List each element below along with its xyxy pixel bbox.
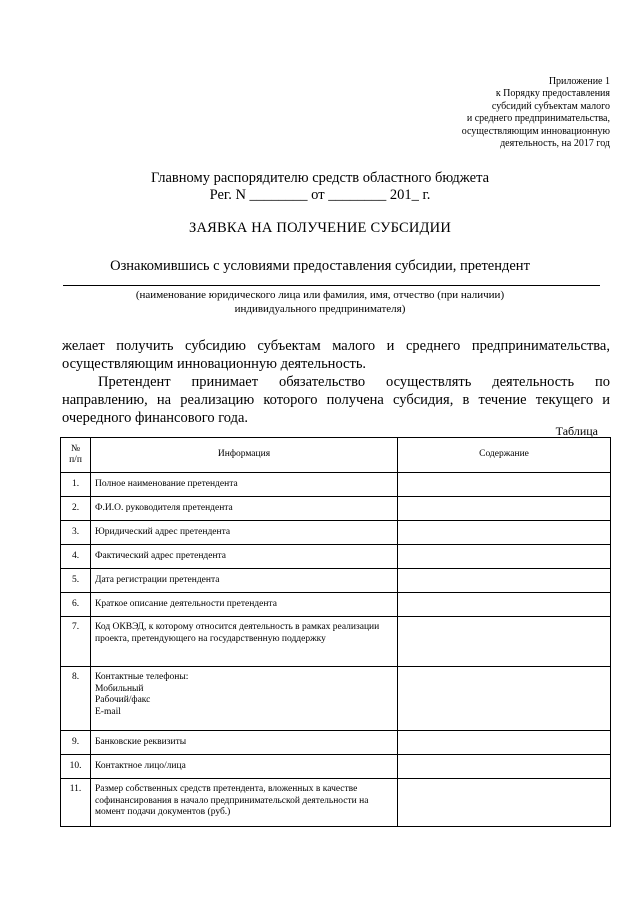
row-number: 8.: [61, 667, 91, 731]
applicant-name-fill-line[interactable]: [63, 285, 600, 286]
row-content-cell[interactable]: [398, 521, 611, 545]
row-number: 9.: [61, 731, 91, 755]
table-row: [61, 755, 611, 779]
header-number-line: п/п: [69, 455, 82, 465]
row-content-cell[interactable]: [398, 569, 611, 593]
addressee-line: Главному распорядителю средств областного бюджета: [150, 170, 490, 186]
table-row: [61, 593, 611, 617]
table-row: [61, 569, 611, 593]
row-info: Код ОКВЭД, к которому относится деятельность в рамках реализации проекта, претендующего на государственную поддержку: [91, 617, 398, 667]
fill-line-caption: [0, 289, 640, 316]
appendix-line: и среднего предпринимательства,: [466, 113, 610, 125]
caption-line: (наименование юридического лица или фамилия, имя, отчество (при наличии): [135, 289, 505, 301]
row-number: 10.: [61, 755, 91, 779]
row-number: 5.: [61, 569, 91, 593]
contacts-line: Мобильный: [95, 683, 144, 694]
row-content-cell[interactable]: [398, 593, 611, 617]
table-row: [61, 731, 611, 755]
information-table: [60, 437, 611, 827]
row-number: 11.: [61, 779, 91, 827]
table-row: [61, 617, 611, 667]
row-number: 7.: [61, 617, 91, 667]
row-content-cell[interactable]: [398, 667, 611, 731]
row-content-cell[interactable]: [398, 731, 611, 755]
row-number: 1.: [61, 473, 91, 497]
contacts-line: Контактные телефоны:: [95, 672, 189, 682]
row-info: Банковские реквизиты: [91, 731, 398, 755]
table-row: [61, 545, 611, 569]
contacts-line: E-mail: [95, 706, 121, 717]
appendix-line: субсидий субъектам малого: [491, 100, 610, 112]
appendix-note: [380, 76, 610, 150]
appendix-line: осуществляющим инновационную: [461, 125, 610, 137]
header-content: Содержание: [398, 438, 611, 473]
addressee-block: [0, 170, 640, 204]
header-number-line: №: [70, 443, 81, 454]
registration-line: Рег. N ________ от ________ 201_ г.: [209, 187, 431, 203]
row-info: Ф.И.О. руководителя претендента: [91, 497, 398, 521]
row-info: Краткое описание деятельности претендента: [91, 593, 398, 617]
row-content-cell[interactable]: [398, 473, 611, 497]
appendix-line: Приложение 1: [548, 76, 610, 87]
row-info: Фактический адрес претендента: [91, 545, 398, 569]
row-number: 4.: [61, 545, 91, 569]
table-row: [61, 473, 611, 497]
row-info: Юридический адрес претендента: [91, 521, 398, 545]
appendix-line: к Порядку предоставления: [495, 88, 610, 100]
caption-line: индивидуального предпринимателя): [234, 302, 406, 315]
table-row: [61, 497, 611, 521]
row-number: 3.: [61, 521, 91, 545]
table-row: [61, 667, 611, 731]
row-info-contacts: [91, 667, 398, 731]
intro-text: Ознакомившись с условиями предоставления субсидии, претендент: [110, 258, 530, 274]
table-label: Таблица: [555, 424, 598, 438]
document-title: ЗАЯВКА НА ПОЛУЧЕНИЕ СУБСИДИИ: [189, 220, 451, 236]
row-info: Контактное лицо/лица: [91, 755, 398, 779]
row-content-cell[interactable]: [398, 545, 611, 569]
row-number: 6.: [61, 593, 91, 617]
row-content-cell[interactable]: [398, 617, 611, 667]
appendix-line: деятельность, на 2017 год: [500, 138, 610, 150]
row-number: 2.: [61, 497, 91, 521]
row-info: Размер собственных средств претендента, вложенных в качестве софинансирования в начало предпринимательской деятельности на момент подачи документов (руб.): [91, 779, 398, 827]
row-content-cell[interactable]: [398, 497, 611, 521]
header-information: Информация: [91, 438, 398, 473]
paragraph-obligation: Претендент принимает обязательство осуществлять деятельность по направлению, на реализацию которого получена субсидия, в течение текущего и очередного финансового года.: [62, 374, 610, 426]
contacts-line: Рабочий/факс: [95, 695, 151, 705]
row-info: Дата регистрации претендента: [91, 569, 398, 593]
table-row: [61, 779, 611, 827]
table-header-row: [61, 438, 611, 473]
row-info: Полное наименование претендента: [91, 473, 398, 497]
row-content-cell[interactable]: [398, 755, 611, 779]
header-number: [61, 438, 91, 473]
table-row: [61, 521, 611, 545]
row-content-cell[interactable]: [398, 779, 611, 827]
paragraph-intent: желает получить субсидию субъектам малого и среднего предпринимательства, осуществляющим инновационную деятельность.: [62, 338, 610, 372]
